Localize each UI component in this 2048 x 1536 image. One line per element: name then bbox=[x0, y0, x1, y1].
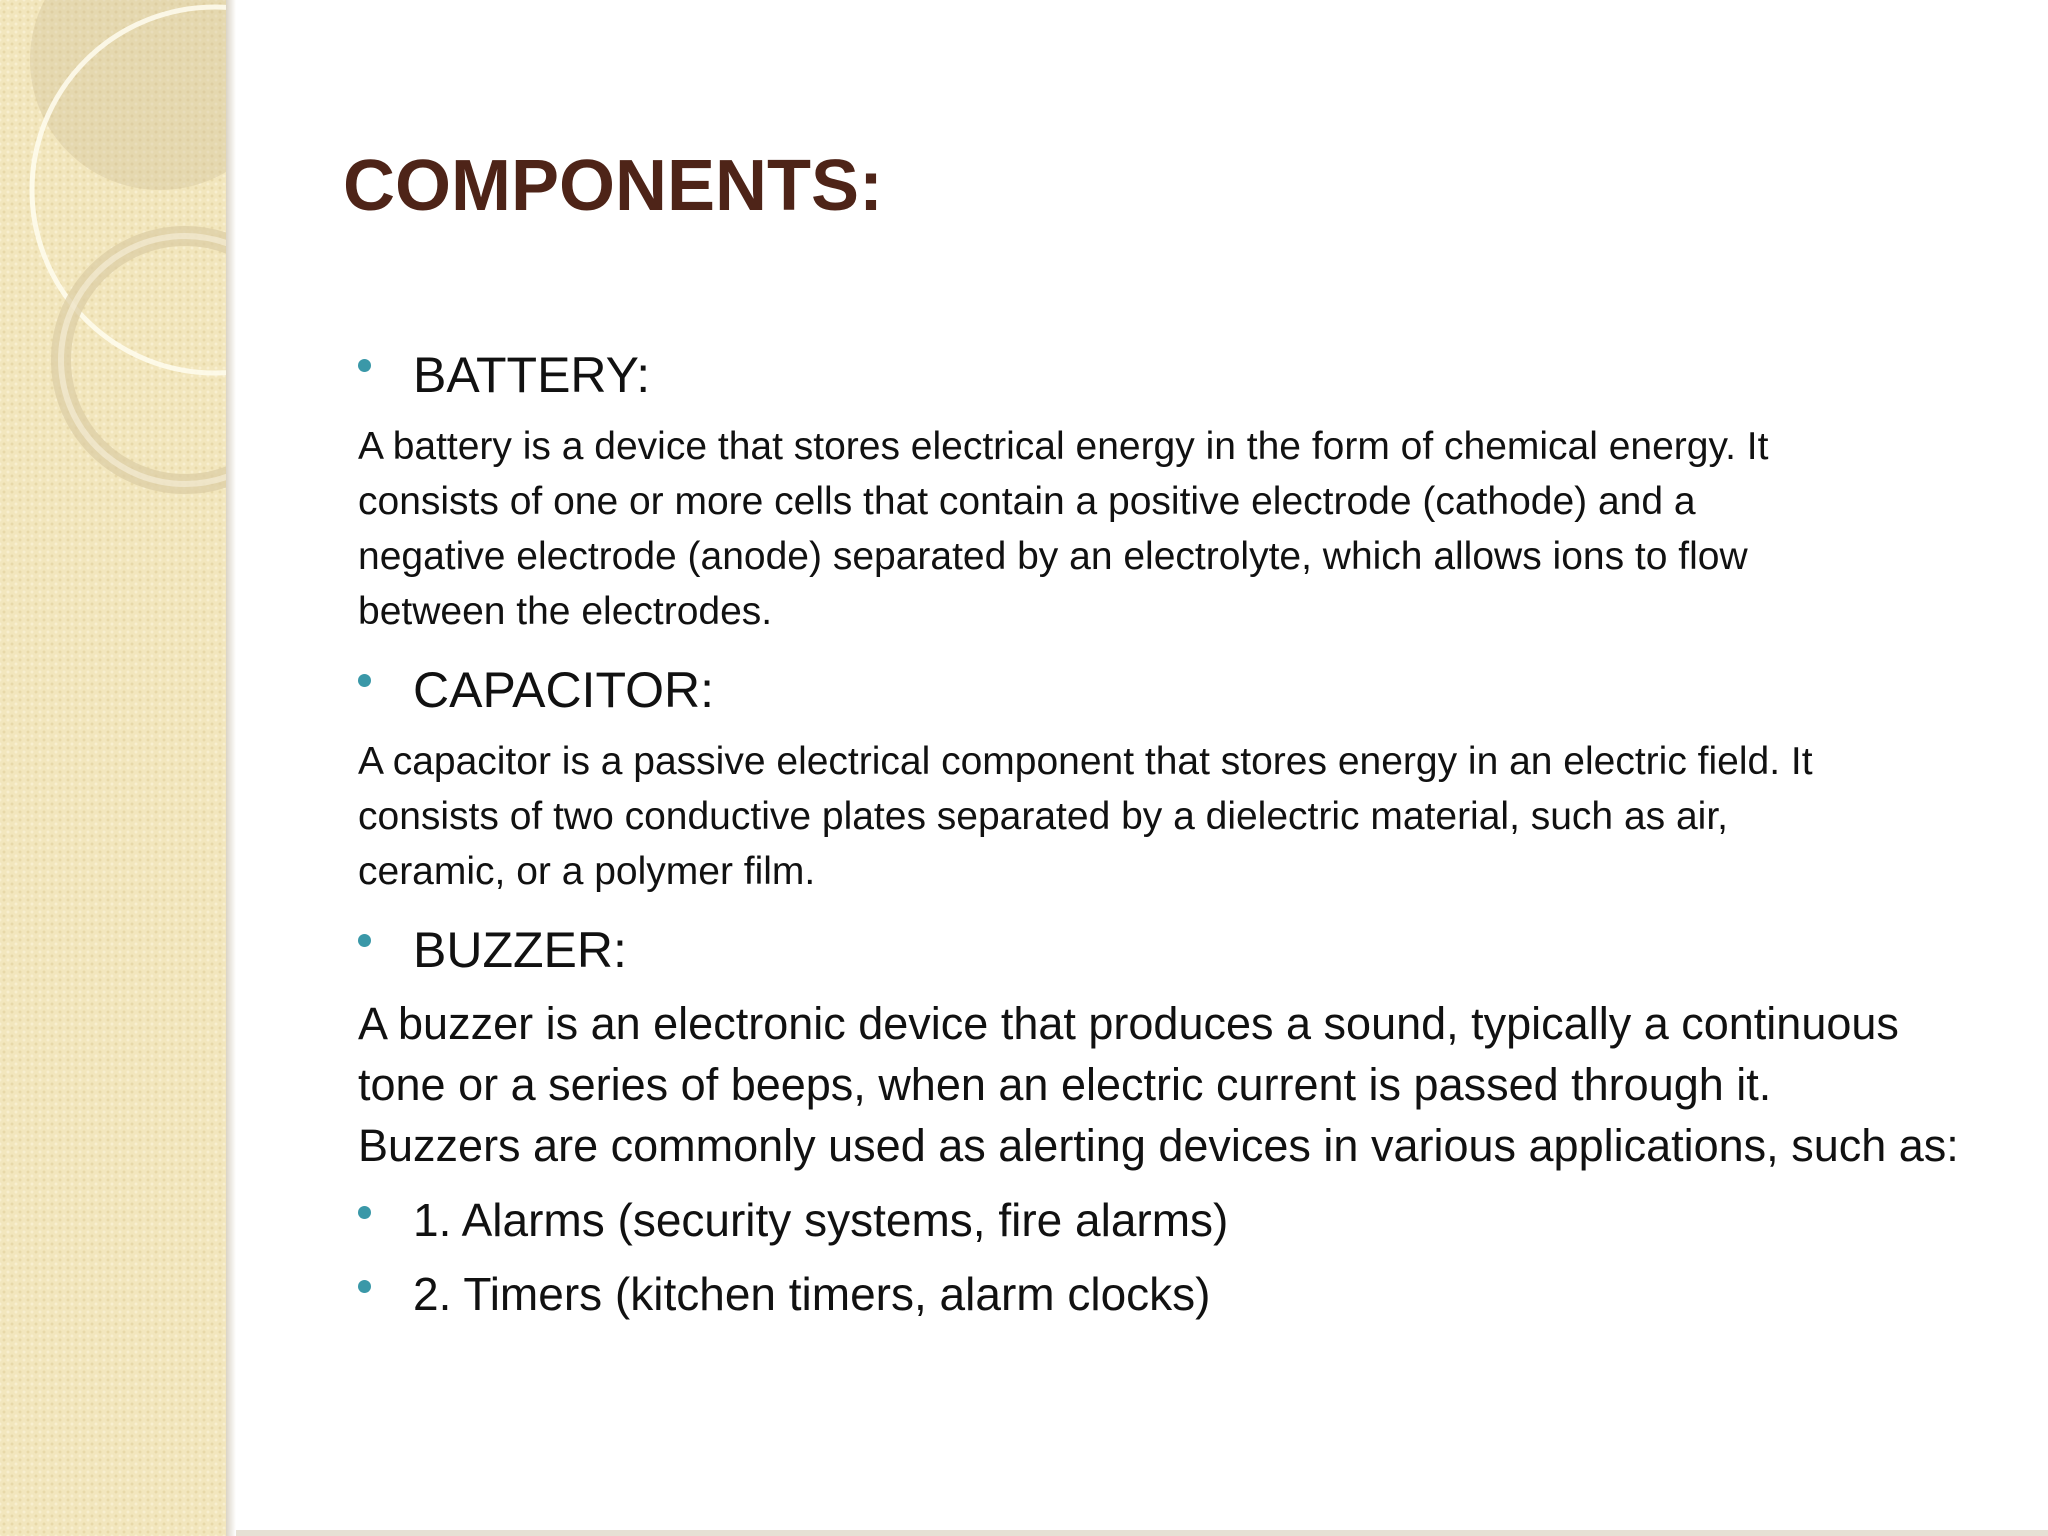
paragraph-line: consists of two conductive plates separated by a dielectric material, such as air, bbox=[358, 795, 1729, 838]
paragraph-line: A buzzer is an electronic device that produces a sound, typically a continuous bbox=[358, 998, 1899, 1049]
bullet-dot-icon bbox=[358, 359, 371, 372]
decorative-rings-graphic bbox=[0, 0, 226, 520]
paragraph-buzzer bbox=[358, 993, 1959, 1176]
bullet-dot-icon bbox=[358, 674, 371, 687]
slide-title: COMPONENTS: bbox=[343, 146, 883, 226]
paragraph-line: consists of one or more cells that contain a positive electrode (cathode) and a bbox=[358, 480, 1696, 523]
paragraph-line: negative electrode (anode) separated by an electrolyte, which allows ions to flow bbox=[358, 535, 1748, 578]
paragraph-line: ceramic, or a polymer film. bbox=[358, 850, 816, 893]
side-panel-shadow bbox=[226, 0, 236, 1536]
paragraph-battery bbox=[358, 419, 1768, 639]
section-heading-battery: BATTERY: bbox=[413, 347, 651, 403]
paragraph-line: A battery is a device that stores electrical energy in the form of chemical energy. It bbox=[358, 425, 1769, 468]
list-item-text: 1. Alarms (security systems, fire alarms) bbox=[413, 1194, 1229, 1246]
paragraph-line: tone or a series of beeps, when an electric current is passed through it. bbox=[358, 1059, 1772, 1110]
decorative-side-panel bbox=[0, 0, 226, 1536]
paragraph-capacitor bbox=[358, 734, 1813, 899]
bullet-dot-icon bbox=[358, 934, 371, 947]
section-heading-buzzer: BUZZER: bbox=[413, 922, 627, 978]
list-item-text: 2. Timers (kitchen timers, alarm clocks) bbox=[413, 1268, 1211, 1320]
bullet-dot-icon bbox=[358, 1206, 371, 1219]
bottom-edge-line bbox=[236, 1530, 2048, 1536]
paragraph-line: Buzzers are commonly used as alerting devices in various applications, such as: bbox=[358, 1120, 1959, 1171]
bullet-dot-icon bbox=[358, 1280, 371, 1293]
section-heading-capacitor: CAPACITOR: bbox=[413, 662, 714, 718]
paragraph-line: A capacitor is a passive electrical component that stores energy in an electric field. It bbox=[358, 740, 1813, 783]
paragraph-line: between the electrodes. bbox=[358, 590, 773, 633]
